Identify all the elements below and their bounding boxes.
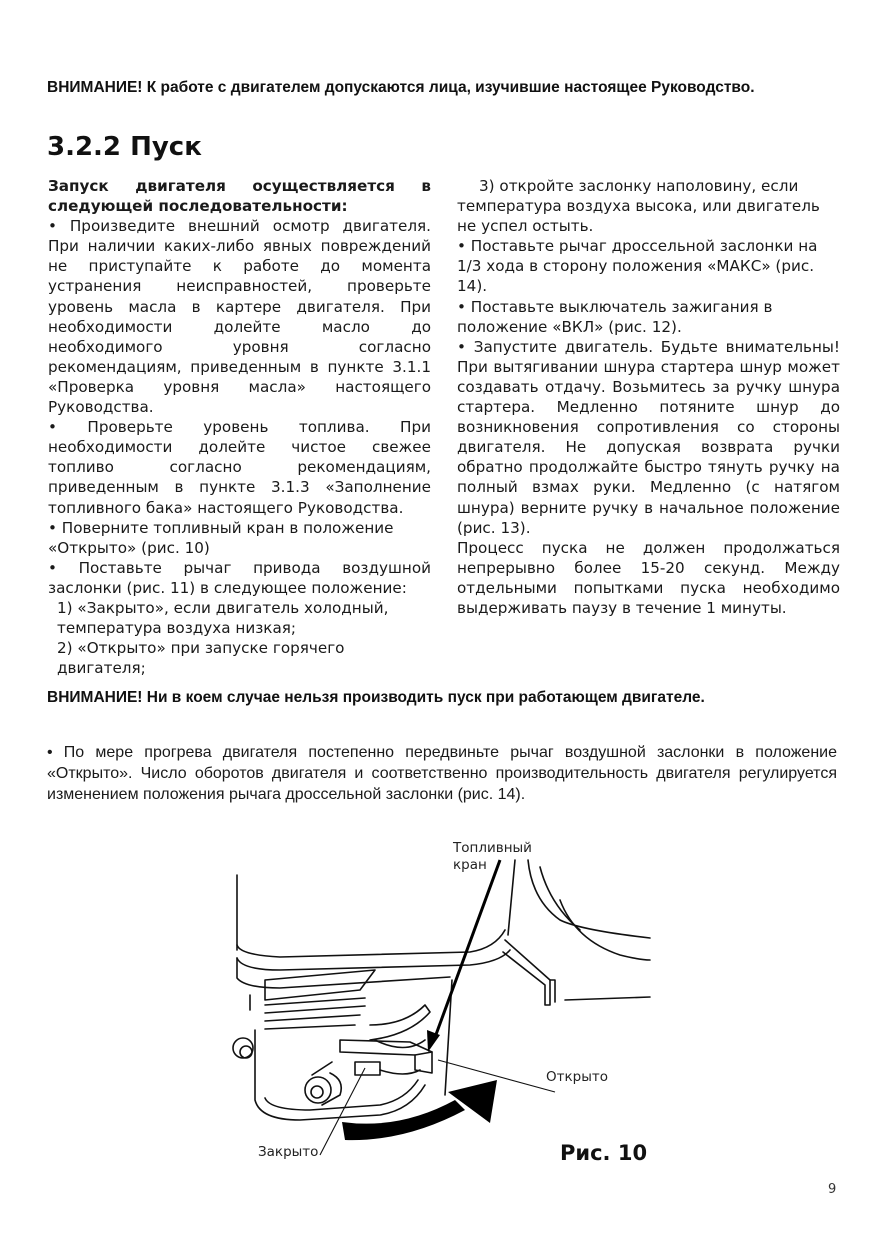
label-fuel-valve-line2: кран (453, 857, 487, 873)
label-fuel-valve-line1: Топливный (453, 840, 532, 856)
list-subitem (48, 638, 431, 678)
warning-top: ВНИМАНИЕ! К работе с двигателем допускаются лица, изучившие настоящее Руководство. (47, 79, 755, 96)
subitem-text: 1) «Закрыто», если двигатель холодный, температура воздуха низкая; (57, 598, 389, 638)
list-item: • Поставьте рычаг дроссельной заслонки на 1/3 хода в сторону положения «МАКС» (рис. 14). (457, 237, 818, 296)
list-subitem (48, 598, 431, 638)
list-item: • Поставьте рычаг привода воздушной заслонки (рис. 11) в следующее положение: (48, 558, 431, 597)
note-text: Процесс пуска не должен продолжаться непрерывно более 15-20 секунд. Между отдельными попытками пуска необходимо выдерживать паузу в течение 1 минуты. (457, 538, 840, 617)
figure-caption: Рис. 10 (560, 1141, 648, 1165)
page-number: 9 (828, 1182, 837, 1197)
list-item: • Произведите внешний осмотр двигателя. При наличии каких-либо явных повреждений не приступайте к работе до момента устранения неисправностей, проверьте уровень масла в картере двигателя. При необходимости долейте масло до необходимого уровня согласно рекомендациям, приведенным в пункте 3.1.1 «Проверка уровня масла» настоящего Руководства. (48, 217, 431, 417)
subitem-text: 2) «Открыто» при запуске горячего двигателя; (57, 639, 345, 678)
list-subitem: 3) откройте заслонку наполовину, если температура воздуха высока, или двигатель не успел остыть. (457, 177, 820, 236)
engine-illustration (220, 830, 660, 1170)
right-column (457, 176, 840, 618)
list-item: • Поставьте выключатель зажигания в положение «ВКЛ» (рис. 12). (457, 297, 773, 336)
figure-fuel-valve (220, 830, 660, 1170)
left-column (48, 176, 431, 678)
warning-bottom: ВНИМАНИЕ! Ни в коем случае нельзя производить пуск при работающем двигателе. (47, 689, 705, 706)
lead-text: Запуск двигателя осуществляется в следующей последовательности: (48, 177, 431, 216)
label-open: Открыто (546, 1069, 608, 1085)
label-fuel-valve (453, 840, 532, 874)
list-item: • Запустите двигатель. Будьте внимательны! При вытягивании шнура стартера шнур может создавать отдачу. Возьмитесь за ручку шнура стартера. Медленно потяните шнур до возникновения сопротивления со стороны двигателя. Не допуская возврата ручки обратно продолжайте быстро тянуть ручку на полный взмах руки. Медленно (с натягом шнура) верните ручку в начальное положение (рис. 13). (457, 337, 840, 537)
label-closed: Закрыто (258, 1144, 319, 1160)
list-item: • Поверните топливный кран в положение «Открыто» (рис. 10) (48, 518, 394, 557)
paragraph-bottom: • По мере прогрева двигателя постепенно передвиньте рычаг воздушной заслонки в положение «Открыто». Число оборотов двигателя и соответственно производительность двигателя регулируется изменением положения рычага дроссельной заслонки (рис. 14). (47, 744, 837, 803)
section-title: 3.2.2 Пуск (47, 132, 202, 162)
list-item: • Проверьте уровень топлива. При необходимости долейте чистое свежее топливо согласно рекомендациям, приведенным в пункте 3.1.3 «Заполнение топливного бака» настоящего Руководства. (48, 418, 431, 517)
